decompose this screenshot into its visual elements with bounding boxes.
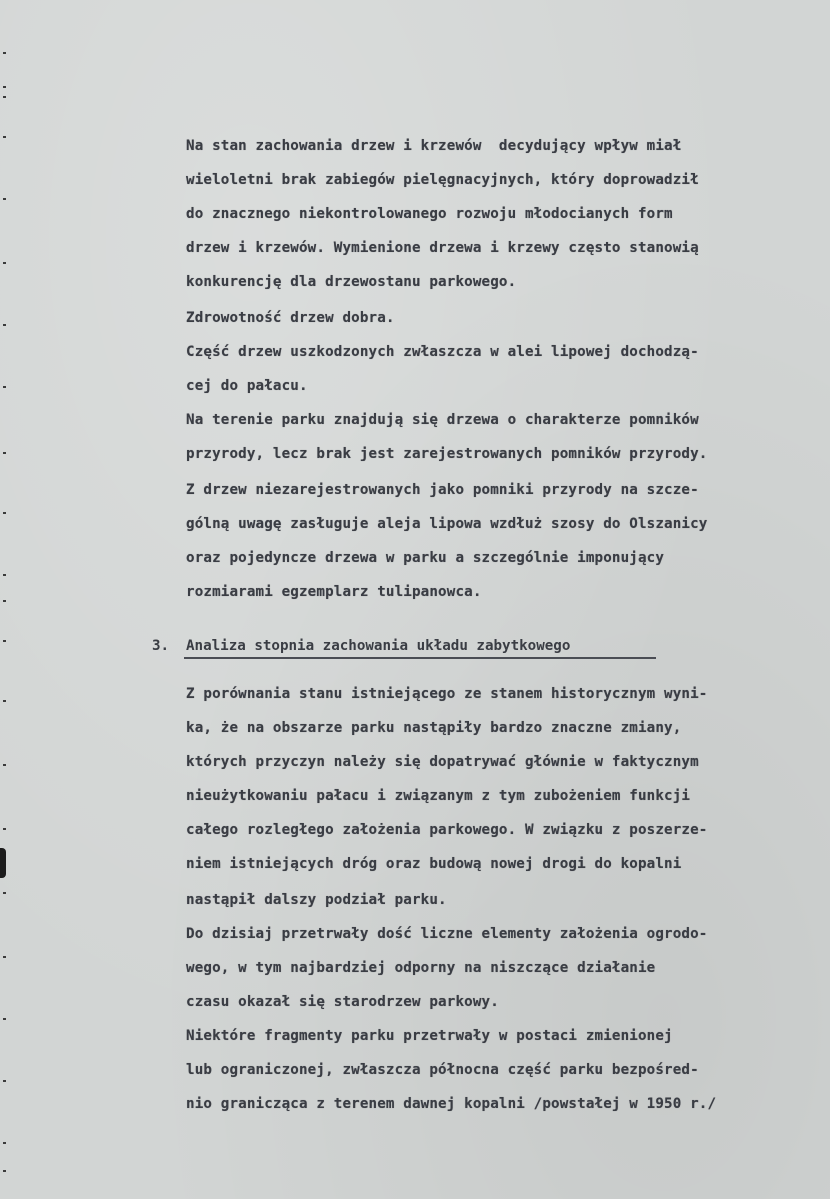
paragraph-line: Część drzew uszkodzonych zwłaszcza w alei lipowej dochodzą-: [186, 344, 699, 360]
paragraph-line: Zdrowotność drzew dobra.: [186, 310, 395, 326]
edge-mark: [3, 96, 6, 98]
paragraph-line: drzew i krzewów. Wymienione drzewa i krzewy często stanowią: [186, 240, 699, 256]
edge-mark: [3, 1170, 6, 1172]
edge-mark: [3, 1018, 6, 1020]
edge-mark: [3, 512, 6, 514]
paragraph-line: oraz pojedyncze drzewa w parku a szczególnie imponujący: [186, 550, 665, 566]
paragraph-line: wego, w tym najbardziej odporny na niszczące działanie: [186, 960, 656, 976]
paragraph-line: Z porównania stanu istniejącego ze stanem historycznym wyni-: [186, 686, 708, 702]
edge-mark: [3, 386, 6, 388]
section-number: 3.: [152, 638, 170, 654]
paragraph-line: cej do pałacu.: [186, 378, 308, 394]
paragraph-line: Z drzew niezarejestrowanych jako pomniki przyrody na szcze-: [186, 482, 699, 498]
paragraph-line: nastąpił dalszy podział parku.: [186, 892, 447, 908]
paragraph-line: przyrody, lecz brak jest zarejestrowanych pomników przyrody.: [186, 446, 708, 462]
heading-underline: [184, 657, 656, 659]
edge-mark: [3, 892, 6, 894]
paragraph-line: których przyczyn należy się dopatrywać głównie w faktycznym: [186, 754, 699, 770]
binder-mark: [0, 848, 6, 878]
edge-mark: [3, 198, 6, 200]
paragraph-line: lub ograniczonej, zwłaszcza północna część parku bezpośred-: [186, 1062, 699, 1078]
paragraph-line: Niektóre fragmenty parku przetrwały w postaci zmienionej: [186, 1028, 673, 1044]
edge-mark: [3, 1080, 6, 1082]
paragraph-line: nieużytkowaniu pałacu i związanym z tym zubożeniem funkcji: [186, 788, 691, 804]
paragraph-line: niem istniejących dróg oraz budową nowej drogi do kopalni: [186, 856, 682, 872]
edge-mark: [3, 52, 6, 54]
edge-mark: [3, 828, 6, 830]
edge-mark: [3, 1142, 6, 1144]
edge-mark: [3, 86, 6, 88]
edge-mark: [3, 574, 6, 576]
paragraph-line: konkurencję dla drzewostanu parkowego.: [186, 274, 517, 290]
section-heading: Analiza stopnia zachowania układu zabytkowego: [186, 638, 571, 654]
paragraph-line: wieloletni brak zabiegów pielęgnacyjnych, który doprowadził: [186, 172, 699, 188]
edge-mark: [3, 600, 6, 602]
paragraph-line: rozmiarami egzemplarz tulipanowca.: [186, 584, 482, 600]
edge-mark: [3, 700, 6, 702]
edge-mark: [3, 640, 6, 642]
paragraph-line: całego rozległego założenia parkowego. W związku z poszerze-: [186, 822, 708, 838]
paragraph-line: Na terenie parku znajdują się drzewa o charakterze pomników: [186, 412, 699, 428]
paragraph-line: nio granicząca z terenem dawnej kopalni /powstałej w 1950 r./: [186, 1096, 717, 1112]
edge-mark: [3, 956, 6, 958]
paragraph-line: czasu okazał się starodrzew parkowy.: [186, 994, 499, 1010]
paragraph-line: Do dzisiaj przetrwały dość liczne elementy założenia ogrodo-: [186, 926, 708, 942]
edge-mark: [3, 764, 6, 766]
edge-mark: [3, 136, 6, 138]
paragraph-line: gólną uwagę zasługuje aleja lipowa wzdłuż szosy do Olszanicy: [186, 516, 708, 532]
edge-mark: [3, 262, 6, 264]
edge-mark: [3, 452, 6, 454]
paragraph-line: ka, że na obszarze parku nastąpiły bardzo znaczne zmiany,: [186, 720, 682, 736]
edge-mark: [3, 324, 6, 326]
paragraph-line: Na stan zachowania drzew i krzewów decydujący wpływ miał: [186, 138, 682, 154]
paragraph-line: do znacznego niekontrolowanego rozwoju młodocianych form: [186, 206, 673, 222]
